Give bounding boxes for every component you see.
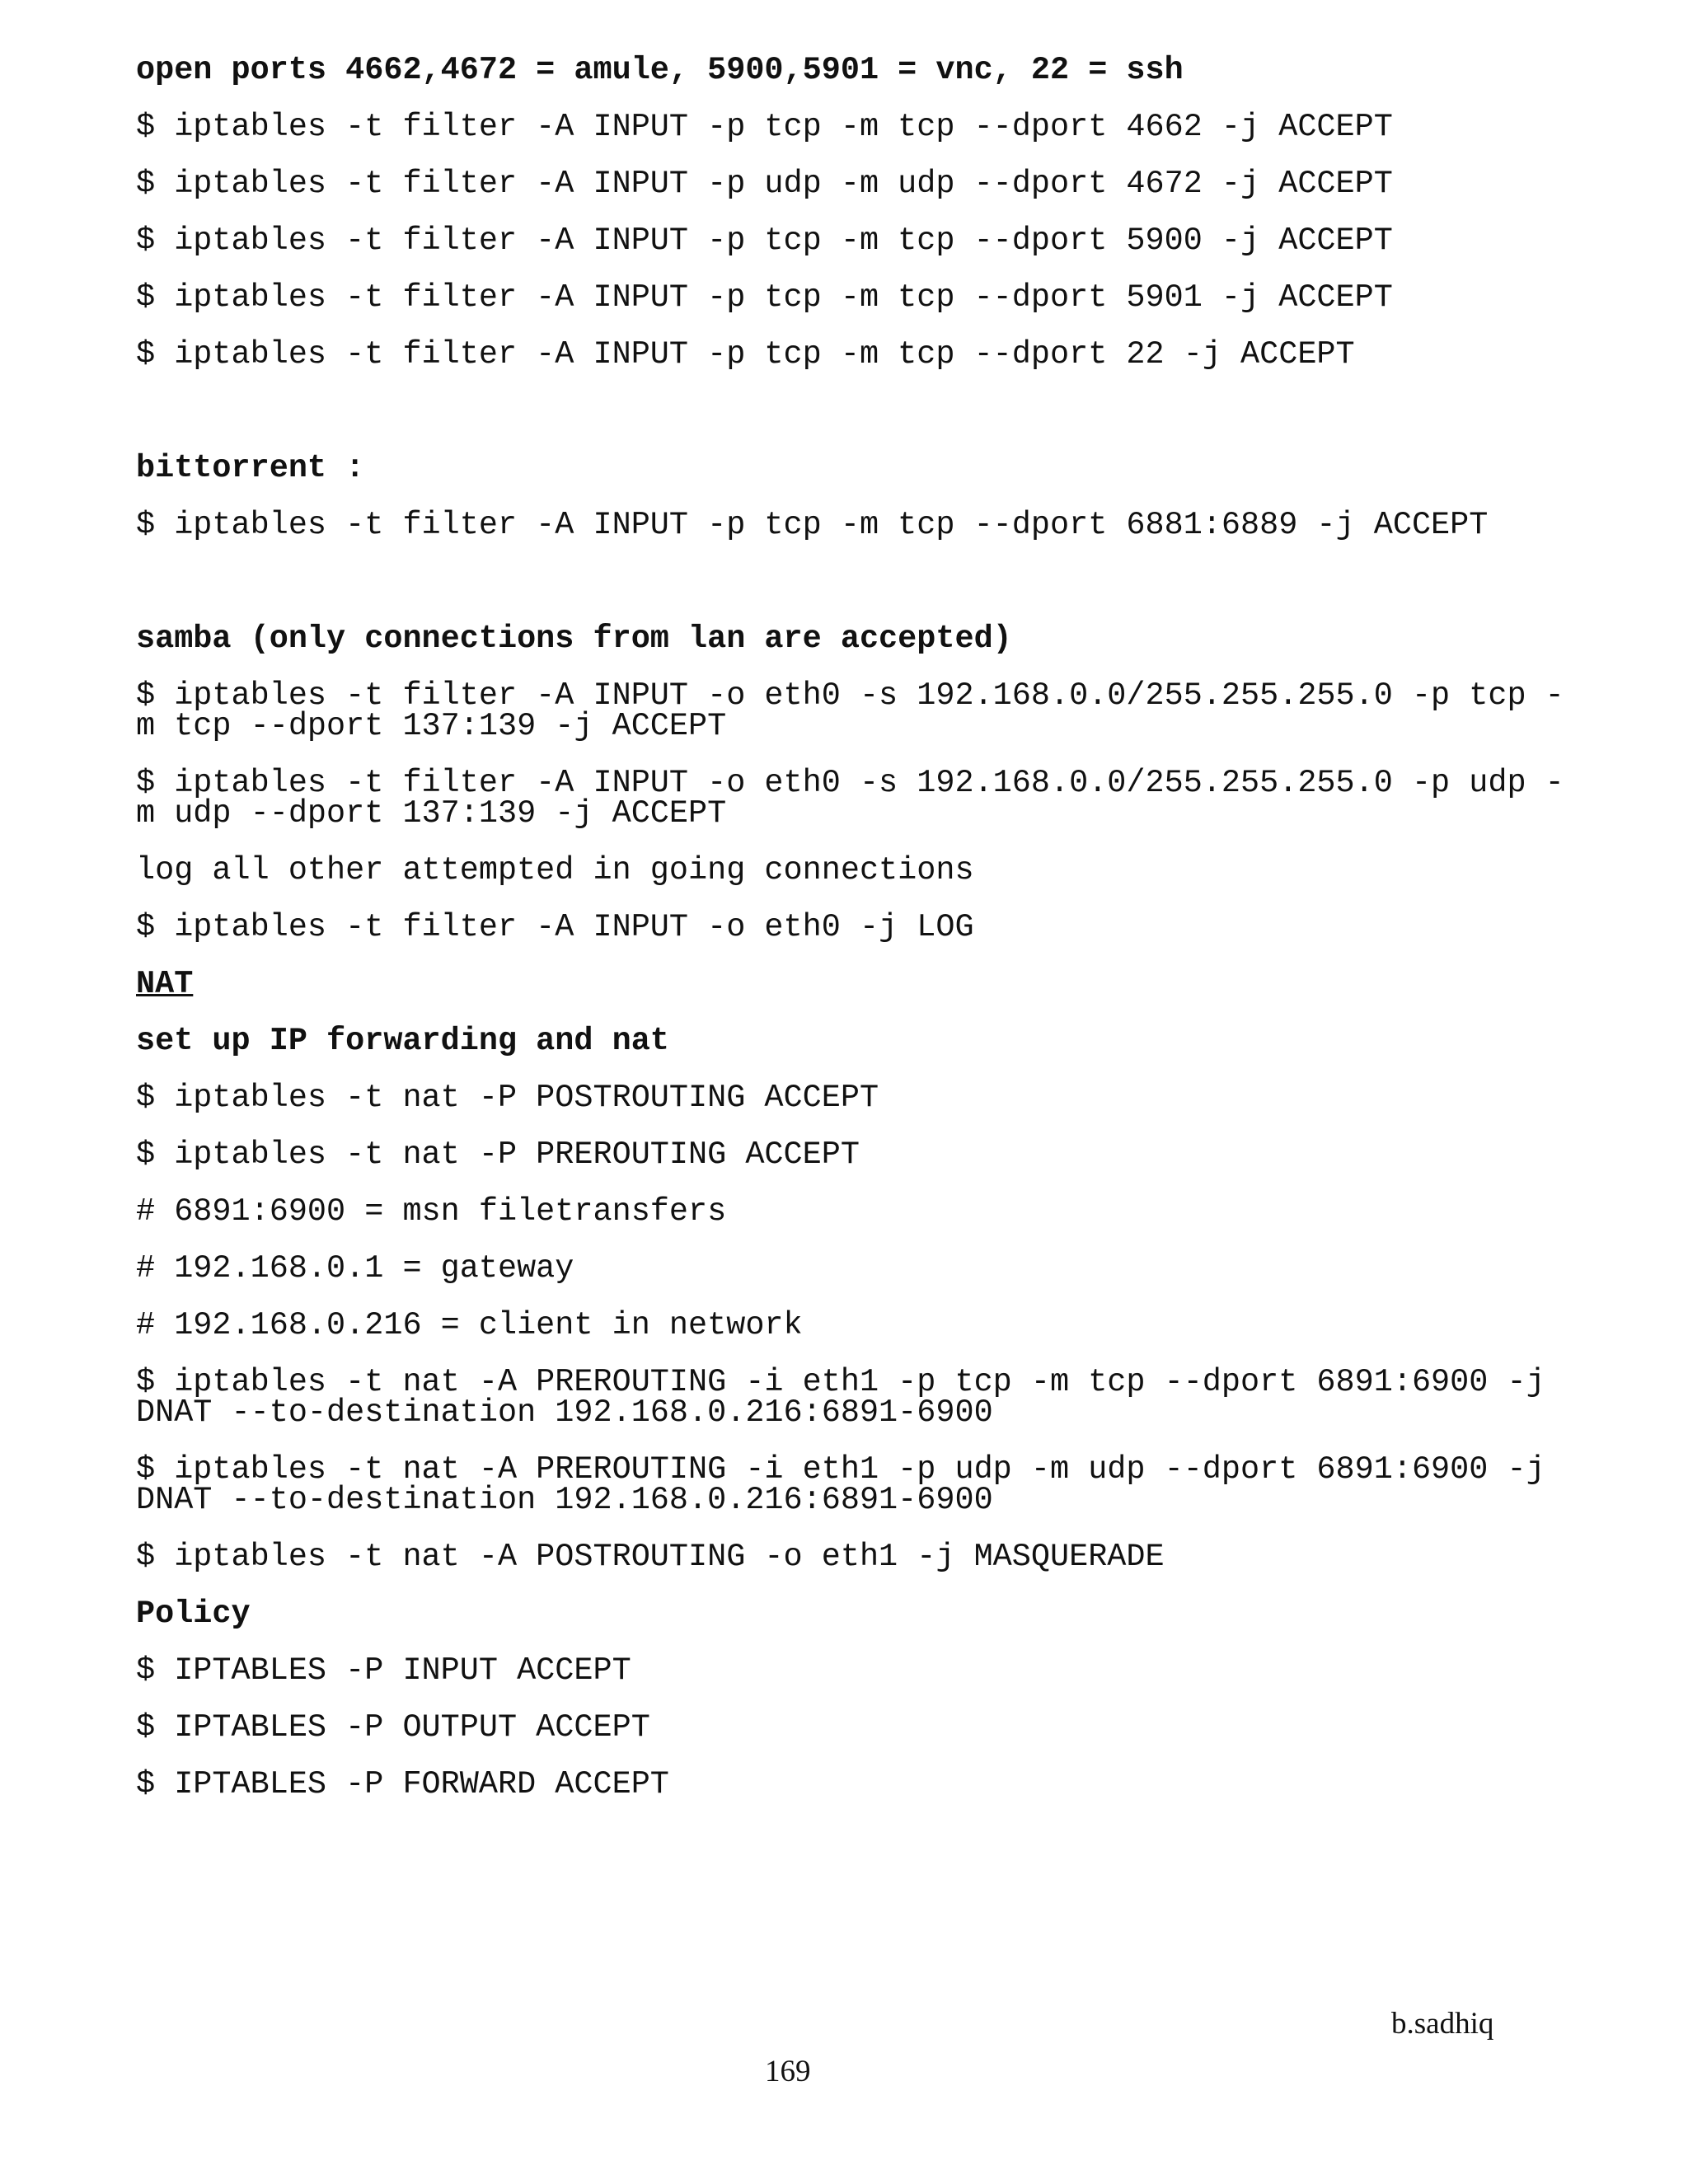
heading-nat: NAT xyxy=(136,966,194,1002)
code-line-continued: DNAT --to-destination 192.168.0.216:6891-6900 xyxy=(136,1394,993,1431)
comment-line: # 192.168.0.1 = gateway xyxy=(136,1250,574,1286)
code-line: $ iptables -t nat -P PREROUTING ACCEPT xyxy=(136,1137,860,1173)
heading-ip-forwarding: set up IP forwarding and nat xyxy=(136,1023,669,1059)
code-line-continued: m tcp --dport 137:139 -j ACCEPT xyxy=(136,708,727,744)
code-line: $ IPTABLES -P INPUT ACCEPT xyxy=(136,1652,631,1689)
code-line: $ iptables -t nat -P POSTROUTING ACCEPT xyxy=(136,1080,879,1116)
heading-bittorrent: bittorrent : xyxy=(136,450,365,486)
code-line: $ IPTABLES -P OUTPUT ACCEPT xyxy=(136,1709,650,1746)
comment-line: log all other attempted in going connections xyxy=(136,852,974,888)
code-line: $ iptables -t nat -A PREROUTING -i eth1 -p udp -m udp --dport 6891:6900 -j xyxy=(136,1451,1545,1488)
code-line: $ IPTABLES -P FORWARD ACCEPT xyxy=(136,1766,669,1802)
heading-policy: Policy xyxy=(136,1596,251,1632)
code-line-continued: DNAT --to-destination 192.168.0.216:6891-6900 xyxy=(136,1482,993,1518)
code-line: $ iptables -t filter -A INPUT -p tcp -m tcp --dport 5900 -j ACCEPT xyxy=(136,223,1393,259)
code-line-continued: m udp --dport 137:139 -j ACCEPT xyxy=(136,795,727,832)
comment-line: # 192.168.0.216 = client in network xyxy=(136,1307,803,1343)
code-line: $ iptables -t nat -A PREROUTING -i eth1 -p tcp -m tcp --dport 6891:6900 -j xyxy=(136,1364,1545,1400)
code-line: $ iptables -t filter -A INPUT -o eth0 -s 192.168.0.0/255.255.255.0 -p udp - xyxy=(136,765,1564,801)
code-line: $ iptables -t filter -A INPUT -p tcp -m tcp --dport 22 -j ACCEPT xyxy=(136,336,1355,373)
code-line: $ iptables -t filter -A INPUT -p tcp -m tcp --dport 5901 -j ACCEPT xyxy=(136,279,1393,316)
comment-line: # 6891:6900 = msn filetransfers xyxy=(136,1193,727,1230)
page-number: 169 xyxy=(765,2055,811,2088)
code-line: $ iptables -t filter -A INPUT -p udp -m udp --dport 4672 -j ACCEPT xyxy=(136,166,1393,202)
code-line: $ iptables -t filter -A INPUT -o eth0 -s 192.168.0.0/255.255.255.0 -p tcp - xyxy=(136,677,1564,714)
code-line: $ iptables -t filter -A INPUT -p tcp -m tcp --dport 6881:6889 -j ACCEPT xyxy=(136,507,1489,543)
code-line: $ iptables -t nat -A POSTROUTING -o eth1 -j MASQUERADE xyxy=(136,1539,1165,1575)
heading-samba: samba (only connections from lan are accepted) xyxy=(136,621,1012,657)
footer-author: b.sadhiq xyxy=(1391,2007,1494,2041)
code-line: $ iptables -t filter -A INPUT -p tcp -m tcp --dport 4662 -j ACCEPT xyxy=(136,109,1393,145)
code-line: $ iptables -t filter -A INPUT -o eth0 -j LOG xyxy=(136,909,974,945)
heading-open-ports: open ports 4662,4672 = amule, 5900,5901 = vnc, 22 = ssh xyxy=(136,52,1184,88)
